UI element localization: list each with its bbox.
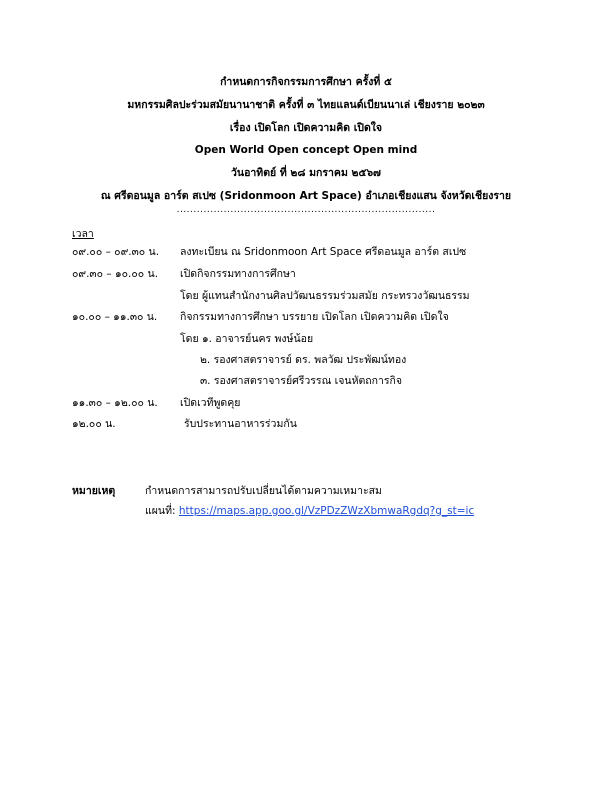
schedule-time-heading: เวลา bbox=[72, 228, 94, 240]
schedule-time: ๐๙.๐๐ – ๐๙.๓๐ น. bbox=[72, 246, 160, 258]
schedule-desc: โดย ผู้แทนสำนักงานศิลปวัฒนธรรมร่วมสมัย กระทรวงวัฒนธรรม bbox=[180, 290, 470, 302]
schedule-desc: เปิดกิจกรรมทางการศึกษา bbox=[180, 268, 296, 280]
schedule-desc: กิจกรรมทางการศึกษา บรรยาย เปิดโลก เปิดความคิด เปิดใจ bbox=[180, 311, 449, 323]
note-label: หมายเหตุ bbox=[72, 485, 116, 497]
map-link[interactable]: https://maps.app.goo.gl/VzPDzZWzXbmwaRgdq?g_st=ic bbox=[178, 505, 475, 517]
header-title-line: กำหนดการกิจกรรมการศึกษา ครั้งที่ ๕ bbox=[220, 76, 392, 88]
schedule-time: ๑๒.๐๐ น. bbox=[72, 418, 116, 430]
schedule-time: ๑๐.๐๐ – ๑๑.๓๐ น. bbox=[72, 311, 158, 323]
header-subject-line: เรื่อง เปิดโลก เปิดความคิด เปิดใจ bbox=[229, 121, 383, 134]
dotted-divider: ............................................................................. bbox=[176, 205, 436, 215]
schedule-time: ๐๙.๓๐ – ๑๐.๐๐ น. bbox=[72, 268, 159, 280]
schedule-desc: ๓. รองศาสตราจารย์ศรีวรรณ เจนหัตถการกิจ bbox=[200, 375, 403, 387]
header-english-line: Open World Open concept Open mind bbox=[194, 144, 418, 157]
header-event-line: มหกรรมศิลปะร่วมสมัยนานาชาติ ครั้งที่ ๓ ไทยแลนด์เบียนนาเล่ เชียงราย ๒๐๒๓ bbox=[127, 98, 485, 111]
schedule-desc: ๒. รองศาสตราจารย์ ดร. พลวัฒ ประพัฒน์ทอง bbox=[200, 354, 407, 366]
note-text: กำหนดการสามารถปรับเปลี่ยนได้ตามความเหมาะสม bbox=[145, 485, 382, 497]
schedule-desc: โดย ๑. อาจารย์นคร พงษ์น้อย bbox=[180, 333, 314, 345]
map-row bbox=[145, 502, 474, 519]
map-label: แผนที่: bbox=[145, 505, 176, 517]
schedule-desc: ลงทะเบียน ณ Sridonmoon Art Space ศรีดอนมูล อาร์ต สเปซ bbox=[180, 246, 467, 258]
header-date-line: วันอาทิตย์ ที่ ๒๘ มกราคม ๒๕๖๗ bbox=[231, 167, 381, 180]
schedule-desc: เปิดเวทีพูดคุย bbox=[180, 397, 241, 409]
document-header bbox=[0, 71, 612, 208]
schedule-desc: รับประทานอาหารร่วมกัน bbox=[184, 418, 297, 430]
schedule-time: ๑๑.๓๐ – ๑๒.๐๐ น. bbox=[72, 397, 158, 409]
header-venue-line: ณ ศรีดอนมูล อาร์ต สเปซ (Sridonmoon Art Space) อำเภอเชียงแสน จังหวัดเชียงราย bbox=[100, 189, 512, 202]
